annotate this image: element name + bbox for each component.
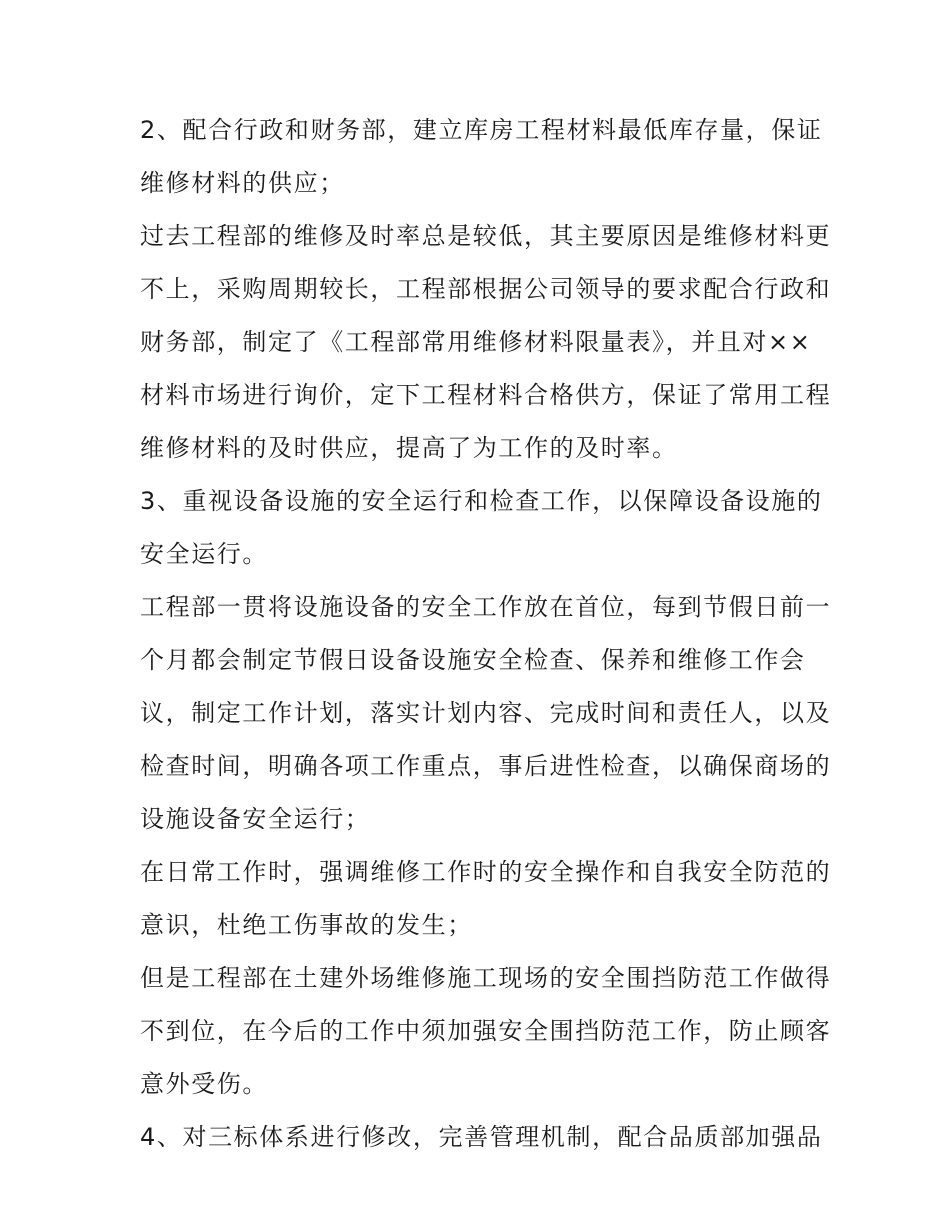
text-line: 设施设备安全运行； xyxy=(140,805,371,833)
text-line: 维修材料的供应； xyxy=(140,169,345,197)
text-line: 维修材料的及时供应，提高了为工作的及时率。 xyxy=(140,434,678,462)
text-line: 不到位，在今后的工作中须加强安全围挡防范工作，防止顾客 xyxy=(140,1017,832,1045)
text-line: 不上，采购周期较长，工程部根据公司领导的要求配合行政和 xyxy=(140,275,832,303)
text-line: 工程部一贯将设施设备的安全工作放在首位，每到节假日前一 xyxy=(140,593,832,621)
text-line: 4、对三标体系进行修改，完善管理机制，配合品质部加强品 xyxy=(140,1123,823,1151)
text-line: 在日常工作时，强调维修工作时的安全操作和自我安全防范的 xyxy=(140,858,832,886)
text-line: 过去工程部的维修及时率总是较低，其主要原因是维修材料更 xyxy=(140,222,832,250)
text-line: 个月都会制定节假日设备设施安全检查、保养和维修工作会 xyxy=(140,646,806,674)
text-line: 2、配合行政和财务部，建立库房工程材料最低库存量，保证 xyxy=(140,116,823,144)
document-body xyxy=(140,104,832,1164)
text-line: 材料市场进行询价，定下工程材料合格供方，保证了常用工程 xyxy=(140,381,832,409)
text-line: 安全运行。 xyxy=(140,540,268,568)
text-line: 3、重视设备设施的安全运行和检查工作，以保障设备设施的 xyxy=(140,487,823,515)
text-line: 但是工程部在土建外场维修施工现场的安全围挡防范工作做得 xyxy=(140,964,832,992)
text-line: 检查时间，明确各项工作重点，事后进性检查，以确保商场的 xyxy=(140,752,832,780)
text-line: 意外受伤。 xyxy=(140,1070,268,1098)
text-line: 意识，杜绝工伤事故的发生； xyxy=(140,911,473,939)
text-line: 议，制定工作计划，落实计划内容、完成时间和责任人，以及 xyxy=(140,699,832,727)
text-line: 财务部，制定了《工程部常用维修材料限量表》，并且对×× xyxy=(140,328,812,356)
